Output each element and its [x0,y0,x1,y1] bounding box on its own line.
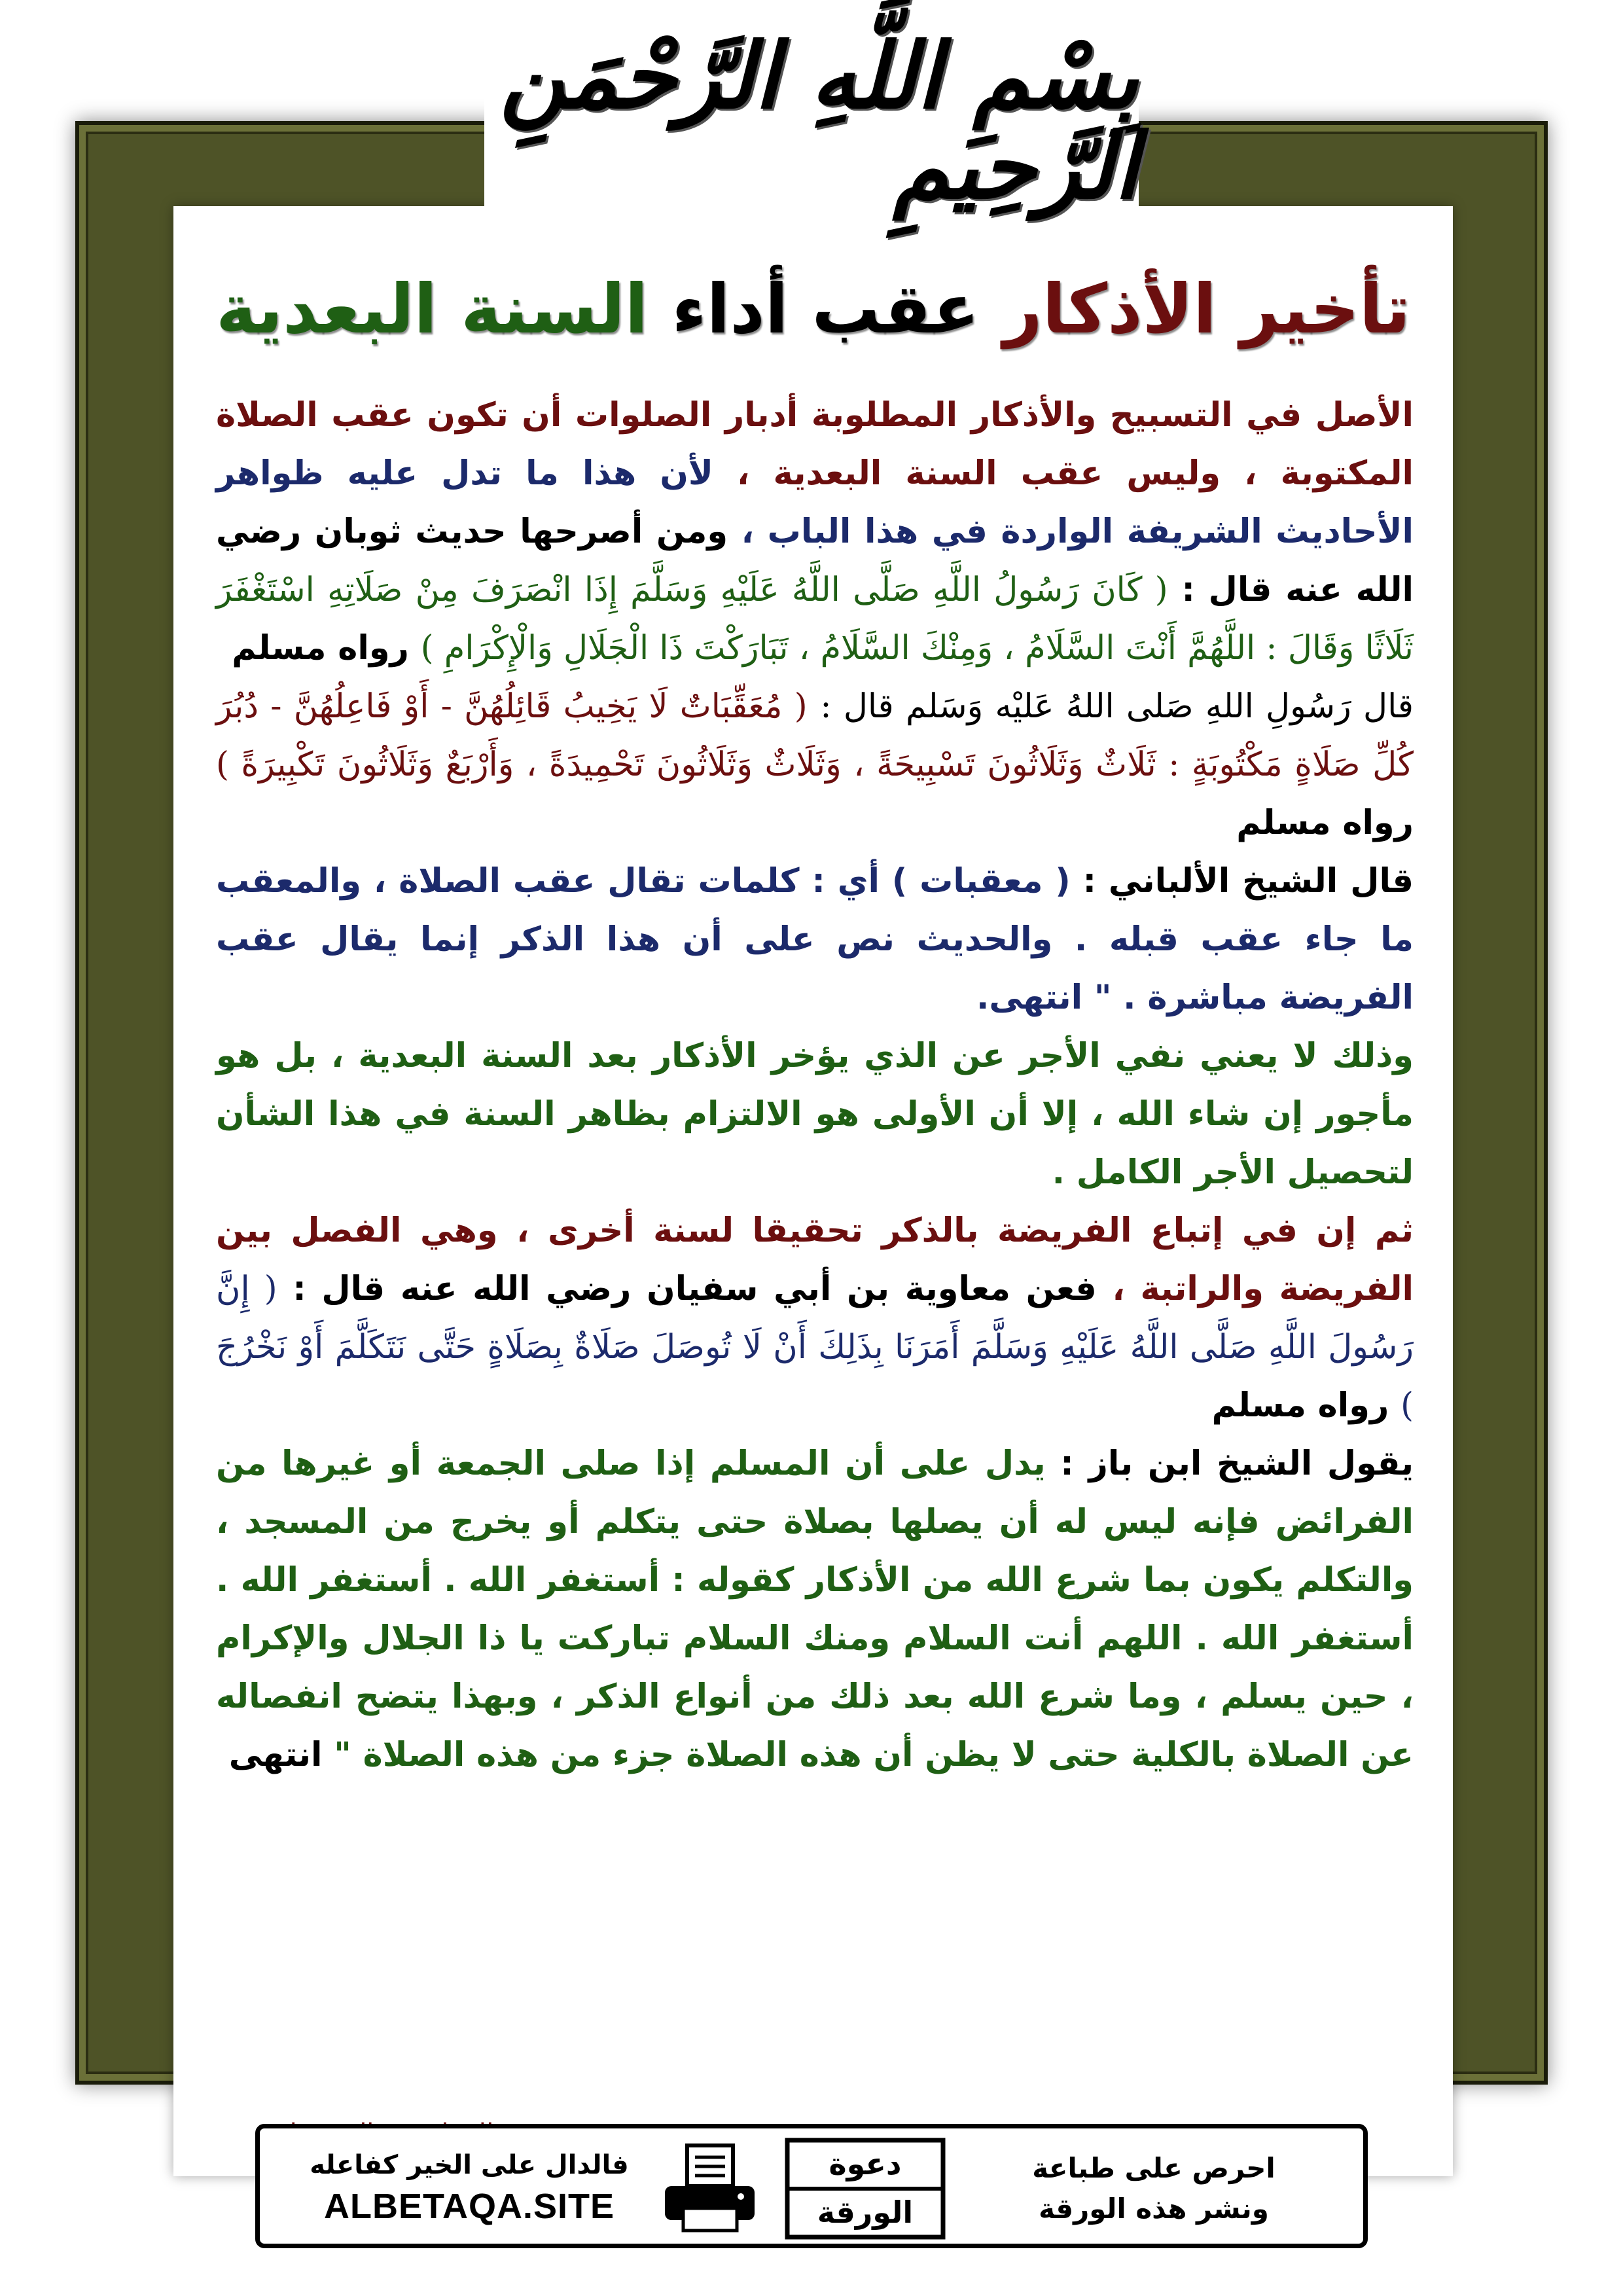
paragraph-5 [216,1202,1414,1435]
basmala-text: بِسْمِ اللَّهِ الرَّحْمَنِ الرَّحِيمِ [499,22,1139,219]
title-part-3: السنة البعدية [215,269,649,349]
p2-intro: قال رَسُولِ اللهِ صَلى اللهُ عَليْه وَسَلم قال : [820,687,1414,726]
p1-hadith-text: ( كَانَ رَسُولُ اللَّهِ صَلَّى اللَّهُ عَلَيْهِ وَسَلَّمَ إِذَا انْصَرَفَ مِنْ صَلَاتِهِ اسْتَغْفَرَ ثَلَاثًا وَقَالَ : اللَّهُمَّ أَنْتَ السَّلَامُ ، وَمِنْكَ السَّلَامُ ، تَبَارَكْتَ ذَا الْجَلَالِ وَالْإِكْرَامِ ) [216,571,1414,668]
p4-text: وذلك لا يعني نفي الأجر عن الذي يؤخر الأذكار بعد السنة البعدية ، بل هو مأجور إن شاء الله ، إلا أن الأولى هو الالتزام بظاهر السنة في هذا الشأن لتحصيل الأجر الكامل . [216,1037,1414,1192]
printer-icon [662,2143,757,2234]
p5-narrator: فعن معاوية بن أبي سفيان رضي الله عنه قال : [293,1270,1097,1308]
paragraph-3 [216,852,1414,1027]
logo-text-2: الورقة [817,2195,914,2230]
basmala-calligraphy [484,13,1139,229]
footer-left [299,2147,639,2229]
p3-quote: ( معقبات ) أي : كلمات تقال عقب الصلاة ، والمعقب ما جاء عقب قبله . والحديث نص على أن هذا الذكر إنما يقال عقب الفريضة مباشرة . " انتهى. [216,862,1414,1017]
page-paper [173,206,1453,2176]
p2-hadith-text: ( مُعَقِّبَاتٌ لَا يَخِيبُ قَائِلُهُنَّ - أَوْ فَاعِلُهُنَّ - دُبُرَ كُلِّ صَلَاةٍ مَكْتُوبَةٍ : ثَلَاثٌ وَثَلَاثُونَ تَسْبِيحَةً ، وَثَلَاثٌ وَثَلَاثُونَ تَحْمِيدَةً ، وَأَرْبَعٌ وَثَلَاثُونَ تَكْبِيرَةً ) [216,687,1414,784]
p5-intro: ثم إن في إتباع الفريضة بالذكر تحقيقا لسنة أخرى ، وهي الفصل بين الفريضة والراتبة ، [216,1211,1414,1308]
footer-cta-line-1: احرص على طباعة [1032,2152,1275,2184]
p2-source: رواه مسلم [1236,804,1414,842]
page-title [173,268,1453,350]
p6-quote: يدل على أن المسلم إذا صلى الجمعة أو غيرها من الفرائض فإنه ليس له أن يصلها بصلاة حتى يتكلم أو يخرج من المسجد ، والتكلم يكون بما شرع الله من الأذكار كقوله : أستغفر الله . أستغفر الله . أستغفر الله . اللهم أنت السلام ومنك السلام تباركت يا ذا الجلال والإكرام ، حين يسلم ، وما شرع الله بعد ذلك من أنواع الذكر ، وبهذا يتضح انفصاله عن الصلاة بالكلية حتى لا يظن أن هذه الصلاة جزء من هذه الصلاة " [216,1444,1414,1774]
paragraph-4 [216,1027,1414,1202]
p6-intro: يقول الشيخ ابن باز : [1060,1444,1414,1483]
footer-slogan: فالدال على الخير كفاعله [310,2150,629,2180]
dawa-logo [783,2136,947,2241]
p5-hadith-text: ( إِنَّ رَسُولَ اللَّهِ صَلَّى اللَّهُ عَلَيْهِ وَسَلَّمَ أَمَرَنَا بِذَلِكَ أَنْ لَا تُوصَلَ صَلَاةٌ بِصَلَاةٍ حَتَّى نَتَكَلَّمَ أَوْ نَخْرُجَ ) [216,1270,1414,1425]
title-part-1: تأخير الأذكار [1003,269,1411,349]
paragraph-6 [216,1435,1414,1784]
footer-box [255,2124,1368,2248]
p1-reason: لأن هذا ما تدل عليه ظواهر الأحاديث الشريفة الواردة في هذا الباب ، [216,454,1414,551]
footer-site-link[interactable]: ALBETAQA.SITE [324,2187,615,2226]
paragraph-1 [216,386,1414,677]
p1-hadith-intro: ومن أصرحها حديث ثوبان رضي الله عنه قال : [216,512,1414,609]
p6-end: انتهى [228,1736,323,1774]
p3-intro: قال الشيخ الألباني : [1082,862,1414,901]
p1-intro: الأصل في التسبيح والأذكار المطلوبة أدبار الصلوات أن تكون عقب الصلاة المكتوبة ، وليس عقب السنة البعدية ، [216,396,1414,493]
logo-text-1: دعوة [829,2146,902,2181]
article-body [216,386,1414,1784]
footer-call-to-action [984,2148,1324,2229]
p5-source: رواه مسلم [1211,1386,1389,1425]
paragraph-2 [216,677,1414,852]
footer-cta-line-2: ونشر هذه الورقة [1039,2193,1269,2225]
title-part-2: عقب أداء [671,269,980,349]
p1-source: رواه مسلم [232,629,409,668]
